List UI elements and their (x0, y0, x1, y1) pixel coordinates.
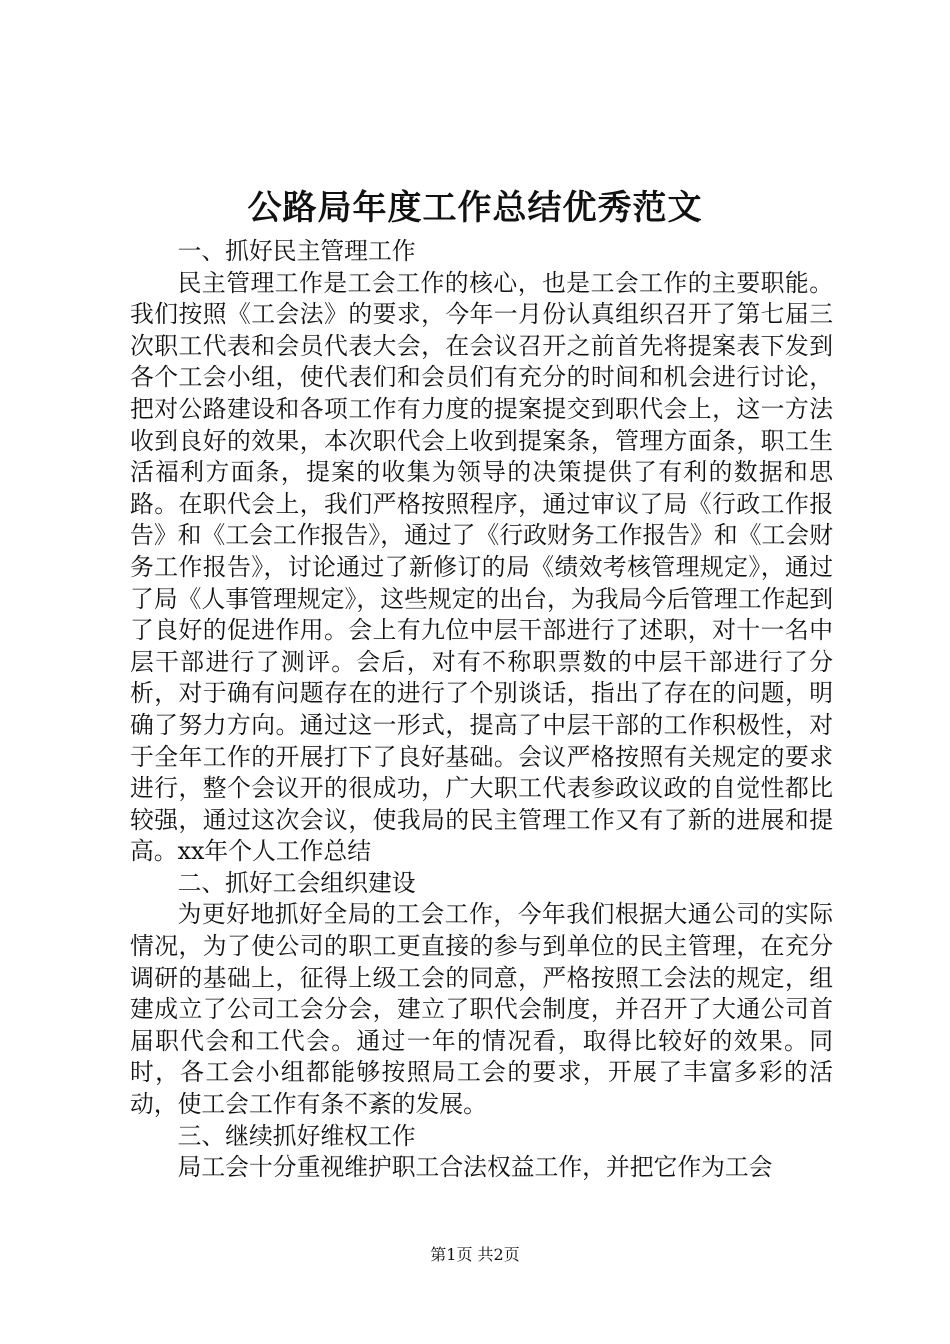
section-heading-2: 二、抓好工会组织建设 (177, 868, 416, 897)
paragraph-rights-protection: 局工会十分重视维护职工合法权益工作，并把它作为工会 (177, 1153, 773, 1182)
paragraph-democratic-management: 民主管理工作是工会工作的核心，也是工会工作的主要职能。我们按照《工会法》的要求，今年一月份认真组织召开了第七届三次职工代表和会员代表大会，在会议召开之前首先将提案表下发到各个工会小组，使代表们和会员们有充分的时间和机会进行讨论，把对公路建设和各项工作有力度的提案提交到职代会上，这一方法收到良好的效果，本次职代会上收到提案条，管理方面条，职工生活福利方面条，提案的收集为领导的决策提供了有利的数据和思路。在职代会上，我们严格按照程序，通过审议了局《行政工作报告》和《工会工作报告》，通过了《行政财务工作报告》和《工会财务工作报告》，讨论通过了新修订的局《绩效考核管理规定》，通过了局《人事管理规定》，这些规定的出台，为我局今后管理工作起到了良好的促进作用。会上有九位中层干部进行了述职，对十一名中层干部进行了测评。会后，对有不称职票数的中层干部进行了分析，对于确有问题存在的进行了个别谈话，指出了存在的问题，明确了努力方向。通过这一形式，提高了中层干部的工作积极性，对于全年工作的开展打下了良好基础。会议严格按照有关规定的要求进行，整个会议开的很成功，广大职工代表参政议政的自觉性都比较强，通过这次会议，使我局的民主管理工作又有了新的进展和提高。xx年个人工作总结 (130, 268, 833, 866)
document-body (130, 236, 833, 1184)
page-footer: 第1页 共2页 (430, 1245, 520, 1264)
paragraph-union-organization: 为更好地抓好全局的工会工作，今年我们根据大通公司的实际情况，为了使公司的职工更直接的参与到单位的民主管理，在充分调研的基础上，征得上级工会的同意，严格按照工会法的规定，组建成立了公司工会分会，建立了职代会制度，并召开了大通公司首届职代会和工代会。通过一年的情况看，取得比较好的效果。同时，各工会小组都能够按照局工会的要求，开展了丰富多彩的活动，使工会工作有条不紊的发展。 (130, 900, 833, 1119)
section-heading-3: 三、继续抓好维权工作 (177, 1121, 416, 1150)
section-heading-1: 一、抓好民主管理工作 (177, 237, 416, 265)
document-title: 公路局年度工作总结优秀范文 (247, 188, 703, 228)
